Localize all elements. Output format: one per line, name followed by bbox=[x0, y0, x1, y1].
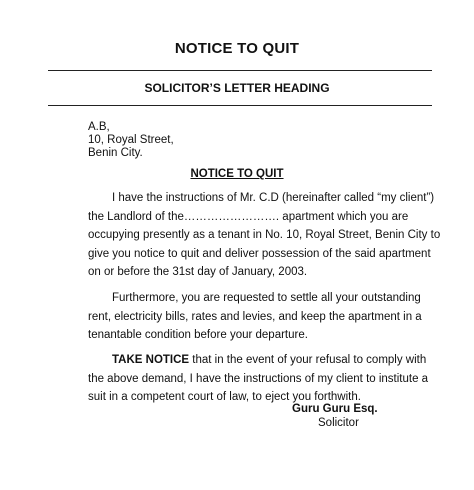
paragraph-line: I have the instructions of Mr. C.D (hereinafter called “my client”) bbox=[112, 192, 435, 204]
paragraph-line bbox=[88, 351, 427, 370]
paragraph-line: suit in a competent court of law, to eject you forthwith. bbox=[88, 391, 361, 404]
take-notice-text: that in the event of your refusal to comply with bbox=[189, 354, 427, 366]
paragraph-line: occupying presently as a tenant in No. 10, Royal Street, Benin City to bbox=[88, 229, 441, 242]
paragraph-line: give you notice to quit and deliver possession of the said apartment bbox=[88, 247, 431, 260]
paragraph-instructions bbox=[88, 189, 441, 282]
paragraph-line: Furthermore, you are requested to settle all your outstanding bbox=[112, 292, 421, 304]
address-line: 10, Royal Street, bbox=[88, 134, 174, 146]
letter-heading: SOLICITOR’S LETTER HEADING bbox=[144, 81, 330, 95]
top-rule bbox=[48, 70, 432, 71]
paragraph-line: the above demand, I have the instructions of my client to institute a bbox=[88, 372, 429, 385]
paragraph-line: tenantable condition before your departure. bbox=[88, 329, 308, 342]
address-line: Benin City. bbox=[88, 147, 143, 159]
signature-role: Solicitor bbox=[318, 417, 359, 429]
paragraph-line: the Landlord of the……………………. apartment which you are bbox=[88, 210, 409, 223]
paragraph-line: rent, electricity bills, rates and levies, and keep the apartment in a bbox=[88, 310, 422, 323]
take-notice-lead: TAKE NOTICE bbox=[112, 354, 190, 366]
notice-heading: NOTICE TO QUIT bbox=[190, 168, 284, 180]
paragraph-line: on or before the 31st day of January, 2003. bbox=[88, 266, 308, 279]
document-title: NOTICE TO QUIT bbox=[174, 40, 300, 57]
paragraph-take-notice bbox=[88, 351, 429, 407]
signature-block bbox=[292, 402, 378, 430]
signature-name: Guru Guru Esq. bbox=[292, 403, 378, 415]
address-line: A.B, bbox=[88, 121, 110, 133]
bottom-rule bbox=[48, 105, 432, 106]
paragraph-furthermore bbox=[88, 289, 422, 345]
recipient-address bbox=[88, 121, 174, 160]
